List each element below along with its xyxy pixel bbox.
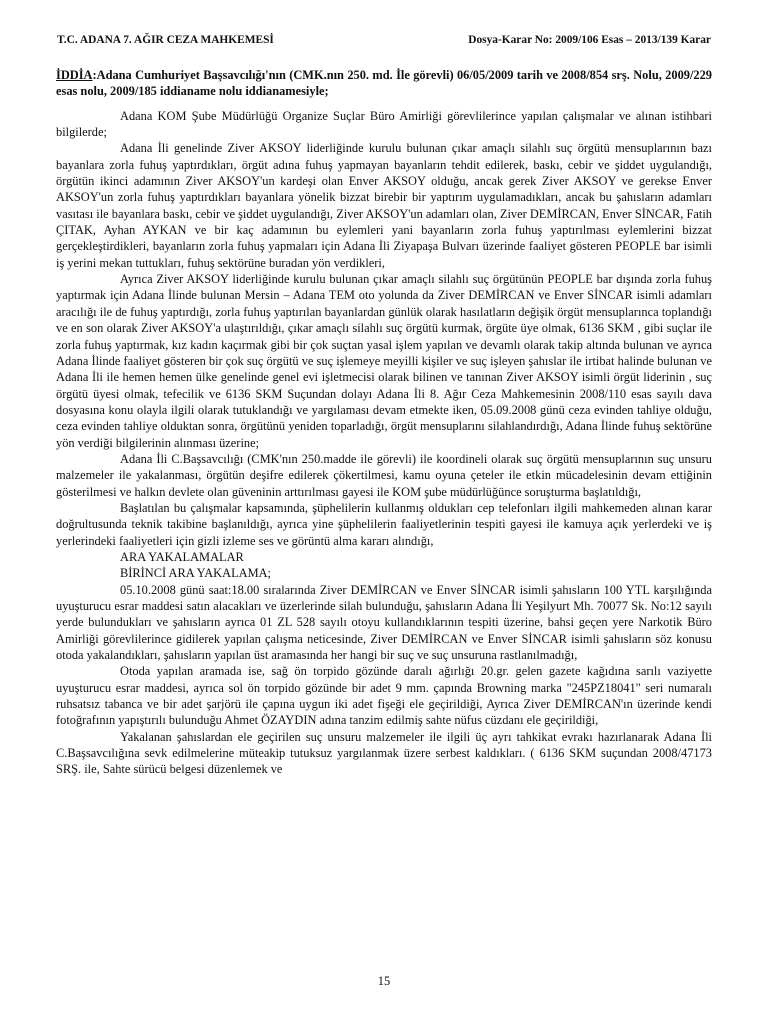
paragraph: Ayrıca Ziver AKSOY liderliğinde kurulu bulunan çıkar amaçlı silahlı suç örgütünün PEOPLE bar dışında zorla fuhuş yaptırmak için Adana İlinde bulunan Mersin – Adana TEM oto yolunda da Ziver DEMİRCAN ve Enver SİNCAR isimli adamları aracılığı ile de fuhuş yaptırdığı, zorla fuhuş yaptırılan bayanlardan günlük olarak hasılatların değişik örgüt mensuplarınca toplandığı ve en son olarak Ziver AKSOY'a ulaştırıldığı, çıkar amaçlı silahlı suç örgütü kurmak, örgüte üye olmak, 6136 SKM , gibi suçlar ile zorla fuhuş yaptırmak, kız kadın kaçırmak gibi bir çok suçtan yasal işlem yapılan ve devamlı olarak takip altında bulunan ve ayrıca Adana İlinde faaliyet gösteren bir çok suç örgütü ve suç işlemeye meyilli kişiler ve suç işleyen şahıslar ile irtibat halinde bulunan ve Adana İli ile hemen hemen ülke genelinde genel evi işletmecisi olarak bilinen ve tanınan Ziver AKSOY isimli örgüt liderinin , suç örgütü üyesi olmak, tefecilik ve 6136 SKM Suçundan dolayı Adana İli 8. Ağır Ceza Mahkemesinin 2008/110 esas sayılı dava dosyasına konu olayla ilgili olarak tutuklandığı ve yargılaması devam etmekte iken, 05.09.2008 günü ceza evinden tahliye olduğu, ceza evinden tahliye olduktan sonra, örgütünü yeniden toparladığı, örgüt mensuplarını silahlandırdığı, Adana İlinde fuhuş sektörüne yön verdiği bilgilerinin alınması üzerine; xyxy=(56,272,712,450)
page-number: 15 xyxy=(377,974,391,988)
indictment-heading xyxy=(56,67,712,100)
paragraph: Adana KOM Şube Müdürlüğü Organize Suçlar Büro Amirliği görevlilerince yapılan çalışmalar ve alınan istihbari bilgilerde; xyxy=(56,108,712,140)
section-heading: ARA YAKALAMALAR xyxy=(120,549,244,564)
document-body xyxy=(56,67,712,778)
indictment-heading-text: :Adana Cumhuriyet Başsavcılığı'nın (CMK.nın 250. md. İle görevli) 06/05/2009 tarih ve 2008/854 srş. Nolu, 2009/229 esas nolu, 2009/185 iddianame nolu iddianamesiyle; xyxy=(56,68,712,99)
court-name: T.C. ADANA 7. AĞIR CEZA MAHKEMESİ xyxy=(57,34,274,46)
paragraph: Otoda yapılan aramada ise, sağ ön torpido gözünde daralı ağırlığı 20.gr. gelen gazete kağıdına sarılı vaziyette uyuşturucu esrar maddesi, ayrıca sol ön torpido gözünde bir adet 9 mm. çapında Browning marka "245PZ18041" seri numaralı ruhsatsız tabanca ve bir adet şarjörü ile çapına uygun iki adet fişeği ele geçirildiği, Ayrıca Ziver DEMİRCAN'ın üzerinde kendi fotoğrafının yapıştırılı bulunduğu Ahmet ÖZAYDIN adına tanzim edilmiş sahte nüfus cüzdanı ele geçirildiği, xyxy=(56,664,712,728)
subsection-heading: BİRİNCİ ARA YAKALAMA; xyxy=(120,566,271,581)
paragraph: Başlatılan bu çalışmalar kapsamında, şüphelilerin kullanmış oldukları cep telefonları ilgili mahkemeden alınan karar doğrultusunda teknik takibine başlanıldığı, ayrıca yine şüphelilerin faaliyetlerinin tespiti gayesi ile kamuya açık yerlerdeki ve iş yerlerindeki faaliyetleri için gizli izleme ses ve görüntü alma kararı alındığı, xyxy=(56,500,712,548)
indictment-label: İDDİA xyxy=(56,68,93,82)
paragraph: Yakalanan şahıslardan ele geçirilen suç unsuru malzemeler ile ilgili üç ayrı tahkikat evrakı hazırlanarak Adana İli C.Başsavcılığına sevk edilmelerine müteakip tutuksuz yargılanmak üzere serbest kaldıkları. ( 6136 SKM suçundan 2008/47173 SRŞ. ile, Sahte sürücü belgesi düzenlemek ve xyxy=(56,729,712,777)
paragraph: 05.10.2008 günü saat:18.00 sıralarında Ziver DEMİRCAN ve Enver SİNCAR isimli şahısların 100 YTL karşılığında uyuşturucu esrar maddesi satın alacakları ve üzerlerinde silah bulunduğu, şahısların Adana İli Yeşilyurt Mh. 70077 Sk. No:12 sayılı yerde bulundukları ve şahısların ayrıca 01 ZL 528 sayılı otoyu kullandıklarının tespiti üzerine, bahsi geçen yere Narkotik Büro Amirliği görevlilerince gidilerek yapılan çalışma neticesinde, Ziver DEMİRCAN ve Enver SİNCAR isimli şahısların söz konusu otoda yakalandıkları, şahısların yapılan üst aramasında her hangi bir suç ve suç unsuruna rastlanılmadığı, xyxy=(56,582,712,663)
paragraph: Adana İli genelinde Ziver AKSOY liderliğinde kurulu bulunan çıkar amaçlı silahlı suç örgütü mensuplarının bazı bayanlara zorla fuhuş yaptırdıkları, örgüt adına fuhuş yapmayan bayanların tehdit edilerek, baskı, cebir ve şiddet uygulandığı, örgütün ikinci adamının Ziver AKSOY'un kardeşi olan Enver AKSOY olduğu, ancak gerek Ziver AKSOY ve gerekse Enver AKSOY'un zorla fuhuş yaptırdıkları bayanlara yönelik bizzat birebir bir yaptırım uygulamadıkları, ancak bu şahısların adamları vasıtası ile bayanlara baskı, cebir ve şiddet uygulandığı, Ziver AKSOY'un adamları olan, Ziver DEMİRCAN, Enver SİNCAR, Fatih ÇITAK, Ayhan AYKAN ve bir kaç adamının bu eylemleri yani bayanların zorla fuhuş yaptırılması eylemlerini bizzat gerçekleştirdikleri, bayanların zorla fuhuş yapmaları için Adana İli Ziyapaşa Bulvarı üzerinde faaliyet gösteren PEOPLE bar isimli iş yerini mekan tuttukları, fuhuş sektörüne buradan yön verdikleri, xyxy=(56,141,712,270)
paragraph: Adana İli C.Başsavcılığı (CMK'nın 250.madde ile görevli) ile koordineli olarak suç örgütü mensuplarının suç unsuru malzemeler ile yakalanması, örgütün deşifre edilerek çökertilmesi, kamu oyuna çeteler ile etkin mücadelesinin devam ettiğinin gösterilmesi ve halkın devlete olan güveninin arttırılması gayesi ile KOM şube müdürlüğünce soruşturma başlatıldığı, xyxy=(56,451,712,499)
page-header xyxy=(57,34,711,50)
file-number: Dosya-Karar No: 2009/106 Esas – 2013/139 Karar xyxy=(468,34,711,46)
